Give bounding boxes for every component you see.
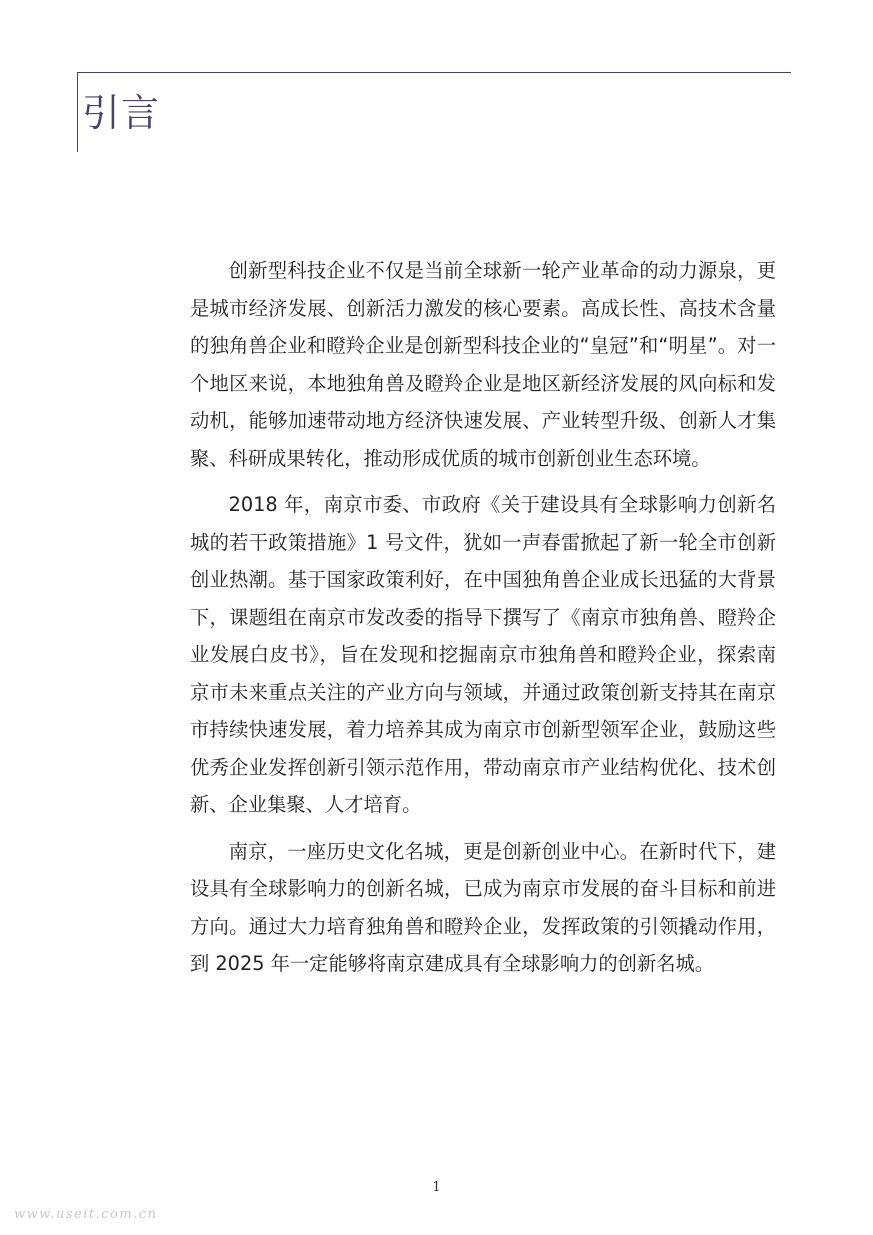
header-rule-left [77,72,78,152]
paragraph-3: 南京，一座历史文化名城，更是创新创业中心。在新时代下，建设具有全球影响力的创新名城，已成为南京市发展的奋斗目标和前进方向。通过大力培育独角兽和瞪羚企业，发挥政策的引领撬动作用，到 2025 年一定能够将南京建成具有全球影响力的创新名城。 [190,839,776,975]
page-title: 引言 [82,91,161,135]
watermark: www.useit.com.cn [14,1207,158,1222]
page-number: 1 [432,1180,441,1195]
paragraph-1: 创新型科技企业不仅是当前全球新一轮产业革命的动力源泉，更是城市经济发展、创新活力激发的核心要素。高成长性、高技术含量的独角兽企业和瞪羚企业是创新型科技企业的“皇冠”和“明星”。对一个地区来说，本地独角兽及瞪羚企业是地区新经济发展的风向标和发动机，能够加速带动地方经济快速发展、产业转型升级、创新人才集聚、科研成果转化，推动形成优质的城市创新创业生态环境。 [190,259,776,470]
paragraph-2: 2018 年，南京市委、市政府《关于建设具有全球影响力创新名城的若干政策措施》1 号文件，犹如一声春雷掀起了新一轮全市创新创业热潮。基于国家政策利好，在中国独角兽企业成长迅猛的大背景下，课题组在南京市发改委的指导下撰写了《南京市独角兽、瞪羚企业发展白皮书》，旨在发现和挖掘南京市独角兽和瞪羚企业，探索南京市未来重点关注的产业方向与领域，并通过政策创新支持其在南京市持续快速发展，着力培养其成为南京市创新型领军企业，鼓励这些优秀企业发挥创新引领示范作用，带动南京市产业结构优化、技术创新、企业集聚、人才培育。 [190,493,776,816]
body-text [190,252,776,992]
header-rule-top [77,72,791,73]
